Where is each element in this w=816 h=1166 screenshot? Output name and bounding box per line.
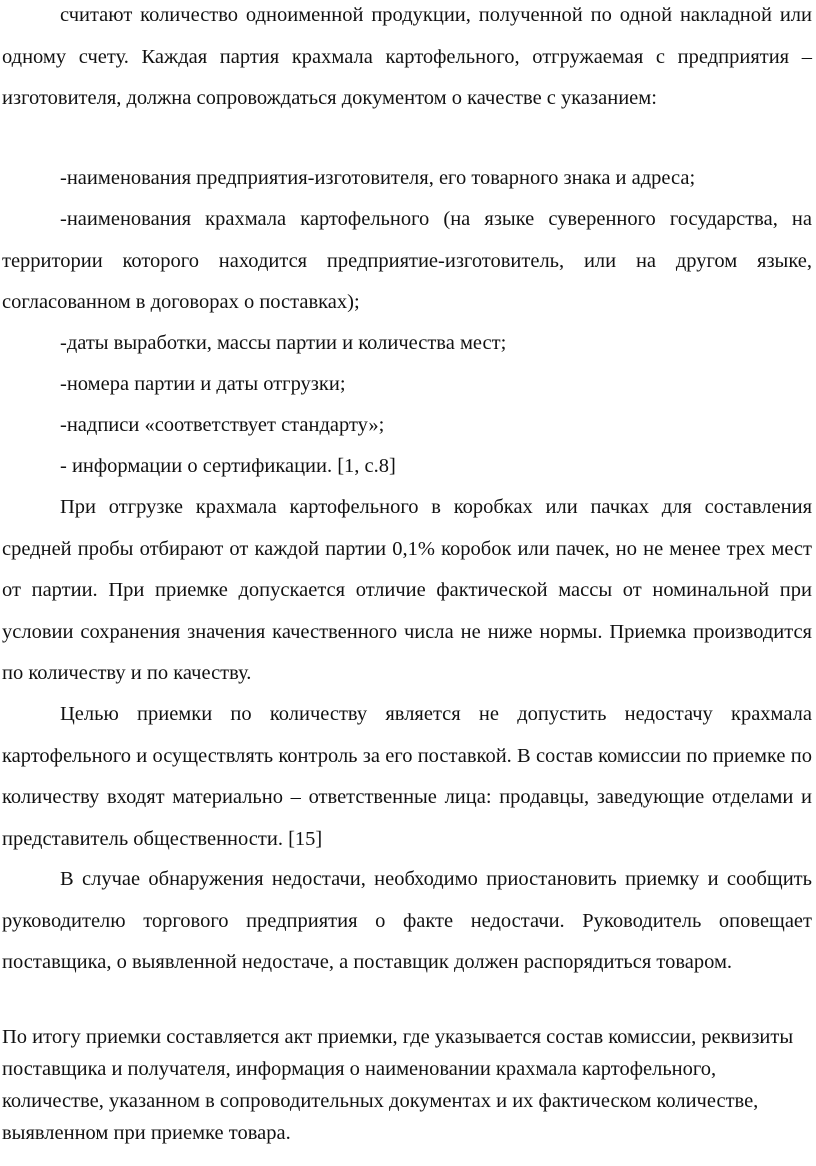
paragraph-shortage: В случае обнаружения недостачи, необходимо приостановить приемку и сообщить руководителю торгового предприятия о факте недостачи. Руководитель оповещает поставщика, о выявленной недостаче, а поставщик должен распорядиться товаром. — [2, 868, 812, 973]
paragraph-acceptance-documents: считают количество одноименной продукции, полученной по одной накладной или одному счету. Каждая партия крахмала картофельного, отгружаемая с предприятия – изготовителя, должна сопровождаться документом о качестве с указанием: — [2, 4, 812, 109]
list-item-product-name: -наименования крахмала картофельного (на языке суверенного государства, на территории которого находится предприятие-изготовитель, или на другом языке, согласованном в договорах о поставках); — [2, 208, 812, 313]
paragraph-sampling: При отгрузке крахмала картофельного в коробках или пачках для составления средней пробы отбирают от каждой партии 0,1% коробок или пачек, но не менее трех мест от партии. При приемке допускается отличие фактической массы от номинальной при условии сохранения значения качественного числа не ниже нормы. Приемка производится по количеству и по качеству. — [2, 496, 812, 684]
list-item-batch-number: -номера партии и даты отгрузки; — [60, 373, 346, 395]
paragraph-acceptance-act: По итогу приемки составляется акт приемки, где указывается состав комиссии, реквизиты поставщика и получателя, информация о наименовании крахмала картофельного, количестве, указанном в сопроводительных документах и их фактическом количестве, выявленном при приемке товара. — [2, 1026, 794, 1144]
list-item-production-date: -даты выработки, массы партии и количества мест; — [60, 332, 507, 354]
list-item-manufacturer: -наименования предприятия-изготовителя, его товарного знака и адреса; — [60, 167, 696, 189]
list-item-standard-label: -надписи «соответствует стандарту»; — [60, 414, 385, 436]
paragraph-quantity-acceptance: Целью приемки по количеству является не допустить недостачу крахмала картофельного и осуществлять контроль за его поставкой. В состав комиссии по приемке по количеству входят материально – ответственные лица: продавцы, заведующие отделами и представитель общественности. [15] — [2, 703, 812, 850]
list-item-certification: - информации о сертификации. [1, с.8] — [60, 455, 396, 477]
